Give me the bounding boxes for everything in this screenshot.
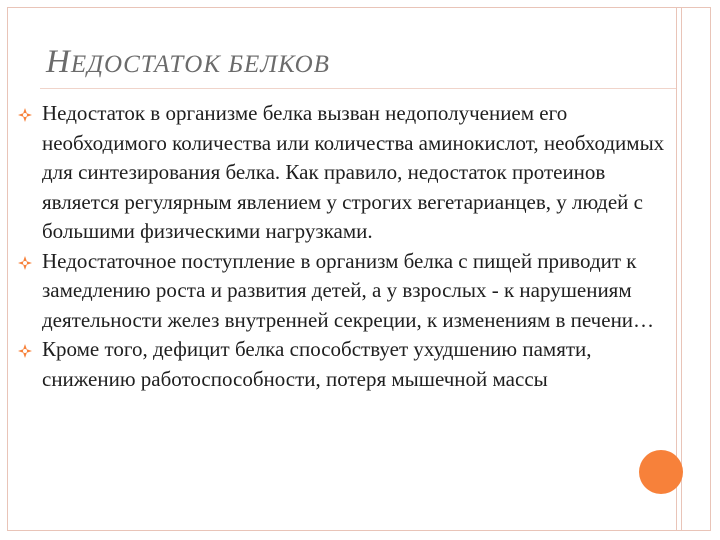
bullet-item xyxy=(18,99,678,247)
bullet-text: Недостаточное поступление в организм белка с пищей приводит к замедлению роста и развития детей, а у взрослых - к нарушениям деятельности желез внутренней секреции, к изменениям в печени… xyxy=(42,248,655,332)
title-divider xyxy=(40,88,676,89)
title-first-letter: Н xyxy=(46,44,71,80)
star-bullet-icon xyxy=(18,256,32,270)
star-bullet-icon xyxy=(18,108,32,122)
bullet-text: Недостаток в организме белка вызван недополучением его необходимого количества или количества аминокислот, необходимых для синтезирования белка. Как правило, недостаток протеинов является регулярным явлением у строгих вегетарианцев, у людей с большими физическими нагрузками. xyxy=(42,101,665,243)
bullet-item xyxy=(18,335,678,394)
slide-title xyxy=(46,44,330,81)
bullet-list xyxy=(18,99,678,394)
bullet-item xyxy=(18,247,678,336)
bullet-text: Кроме того, дефицит белка способствует ухудшению памяти, снижению работоспособности, потеря мышечной массы xyxy=(42,337,592,391)
decorative-orange-circle xyxy=(639,450,683,494)
star-bullet-icon xyxy=(18,344,32,358)
right-border-line-inner xyxy=(681,7,682,531)
title-rest: ЕДОСТАТОК БЕЛКОВ xyxy=(70,51,330,78)
